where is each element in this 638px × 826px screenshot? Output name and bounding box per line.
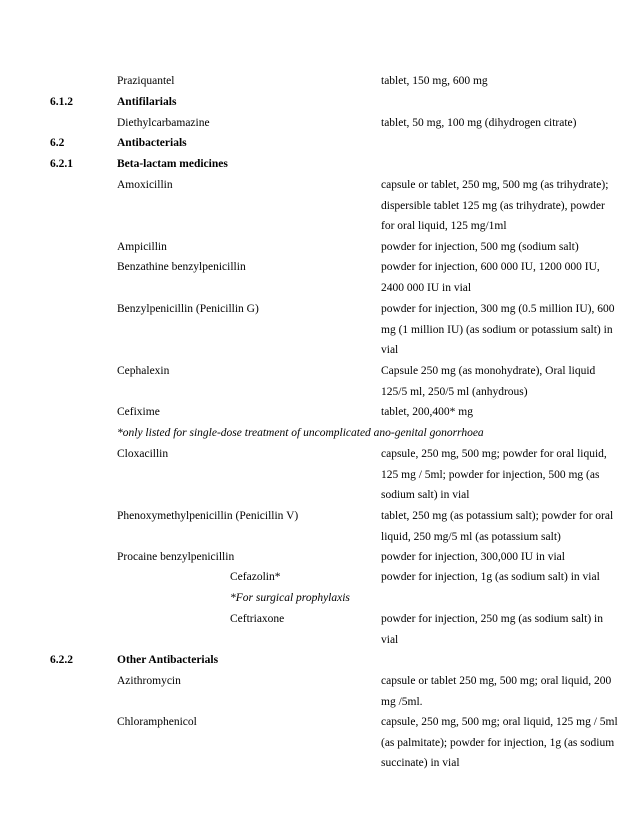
section-title: Other Antibacterials (117, 654, 219, 666)
medicine-name: Cloxacillin (117, 448, 169, 460)
section-number: 6.2.1 (50, 158, 73, 170)
dosage-form: capsule, 250 mg, 500 mg; oral liquid, 125 mg / 5ml (as palmitate); powder for injection, 1g (as sodium succinate) in vial (381, 716, 618, 770)
section-title: Antibacterials (117, 137, 187, 149)
footnote-text: *only listed for single-dose treatment of uncomplicated ano-genital gonorrhoea (117, 427, 484, 439)
medicine-name: Procaine benzylpenicillin (117, 551, 235, 563)
section-title: Beta-lactam medicines (117, 158, 228, 170)
medicine-name: Ampicillin (117, 241, 167, 253)
section-number: 6.2.2 (50, 654, 73, 666)
section-title: Antifilarials (117, 96, 177, 108)
medicine-name: Praziquantel (117, 75, 175, 87)
dosage-form: tablet, 50 mg, 100 mg (dihydrogen citrate) (381, 117, 577, 129)
medicine-name: Amoxicillin (117, 179, 173, 191)
dosage-form: capsule or tablet 250 mg, 500 mg; oral liquid, 200 mg /5ml. (381, 675, 612, 708)
dosage-form: tablet, 150 mg, 600 mg (381, 75, 488, 87)
dosage-form: powder for injection, 1g (as sodium salt) in vial (381, 571, 600, 583)
section-number: 6.1.2 (50, 96, 73, 108)
dosage-form: powder for injection, 300,000 IU in vial (381, 551, 565, 563)
dosage-form: powder for injection, 600 000 IU, 1200 000 IU, 2400 000 IU in vial (381, 261, 600, 294)
medicine-name: Cephalexin (117, 365, 170, 377)
medicine-name: Ceftriaxone (230, 613, 285, 625)
dosage-form: capsule, 250 mg, 500 mg; powder for oral liquid, 125 mg / 5ml; powder for injection, 500 mg (as sodium salt) in vial (381, 448, 607, 502)
medicine-name: Benzylpenicillin (Penicillin G) (117, 303, 259, 315)
section-number: 6.2 (50, 137, 65, 149)
medicine-name: Cefixime (117, 406, 160, 418)
dosage-form: tablet, 250 mg (as potassium salt); powder for oral liquid, 250 mg/5 ml (as potassium salt) (381, 510, 614, 543)
medicine-name: Chloramphenicol (117, 716, 197, 728)
medicine-name: Cefazolin* (230, 571, 281, 583)
dosage-form: tablet, 200,400* mg (381, 406, 473, 418)
dosage-form: capsule or tablet, 250 mg, 500 mg (as trihydrate); dispersible tablet 125 mg (as trihydrate), powder for oral liquid, 125 mg/1ml (381, 179, 609, 233)
medicine-name: Benzathine benzylpenicillin (117, 261, 246, 273)
medicine-name: Diethylcarbamazine (117, 117, 210, 129)
dosage-form: powder for injection, 300 mg (0.5 million IU), 600 mg (1 million IU) (as sodium or potassium salt) in vial (381, 303, 615, 357)
footnote-text: *For surgical prophylaxis (230, 592, 350, 604)
dosage-form: powder for injection, 500 mg (sodium salt) (381, 241, 579, 253)
medicine-name: Phenoxymethylpenicillin (Penicillin V) (117, 510, 299, 522)
medicine-name: Azithromycin (117, 675, 181, 687)
dosage-form: Capsule 250 mg (as monohydrate), Oral liquid 125/5 ml, 250/5 ml (anhydrous) (381, 365, 596, 398)
dosage-form: powder for injection, 250 mg (as sodium salt) in vial (381, 613, 603, 646)
